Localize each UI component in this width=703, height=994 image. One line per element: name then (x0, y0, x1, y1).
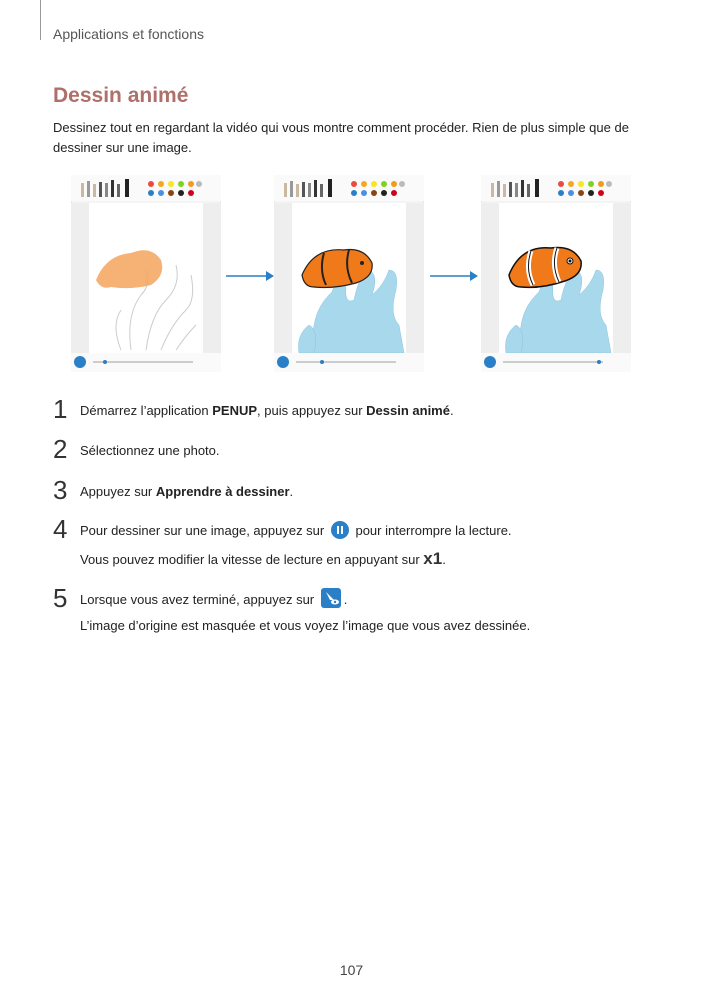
pause-icon (331, 521, 349, 539)
app-name: PENUP (212, 403, 258, 418)
speed-icon: x1 (423, 549, 443, 568)
step-number: 4 (53, 514, 68, 544)
menu-item-name: Dessin animé (366, 403, 450, 418)
arrow-right-icon (430, 270, 478, 282)
running-header: Applications et fonctions (53, 26, 204, 42)
step-number: 5 (53, 583, 68, 613)
header-rule (40, 0, 41, 40)
step-number: 2 (53, 434, 68, 464)
button-name: Apprendre à dessiner (155, 484, 290, 499)
screenshot-step-2 (274, 175, 424, 372)
reveal-image-icon (321, 588, 341, 608)
step-number: 1 (53, 394, 68, 424)
arrow-right-icon (226, 270, 274, 282)
screenshot-step-3 (481, 175, 631, 372)
page-number: 107 (339, 962, 364, 978)
page-title: Dessin animé (53, 84, 189, 107)
intro-paragraph: Dessinez tout en regardant la vidéo qui vous montre comment procéder. Rien de plus simple que de dessiner sur une image. (53, 120, 629, 155)
screenshot-step-1 (71, 175, 221, 372)
step-number: 3 (53, 475, 68, 505)
